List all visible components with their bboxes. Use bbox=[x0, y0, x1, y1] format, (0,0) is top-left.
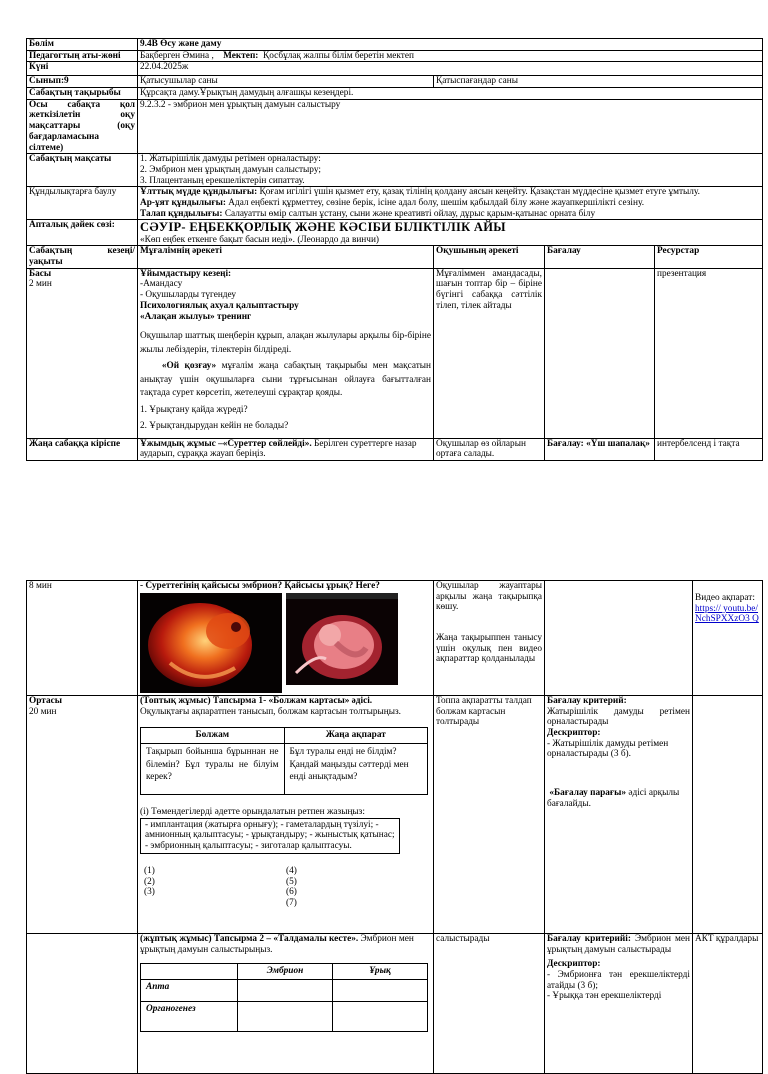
order-number: (7) bbox=[286, 897, 297, 908]
goal-item: 3. Плацентаның ерекшеліктерін сипаттау. bbox=[140, 175, 305, 186]
map-cell-prediction: Тақырып бойынша бұрыннан не білемін? Бұл туралы не білуім керек? bbox=[141, 744, 285, 795]
row-week: Апта bbox=[141, 980, 238, 1002]
middle-stage: Ортасы bbox=[29, 696, 62, 706]
task2-stage-cell bbox=[27, 934, 138, 1074]
row-newlesson bbox=[27, 438, 763, 460]
criteria-line bbox=[547, 696, 690, 707]
comparison-row bbox=[141, 980, 428, 1002]
task2-descriptor: - Ұрыққа тән ерекшеліктерді bbox=[547, 991, 662, 1002]
begin-stage-cell bbox=[27, 268, 138, 438]
map-col-new-info: Жаңа ақпарат bbox=[284, 728, 428, 744]
objectives-value: 9.2.3.2 - эмбрион мен ұрықтың дамуын салыстыру bbox=[138, 99, 763, 153]
task2-teacher-cell bbox=[138, 934, 434, 1074]
row-teacher bbox=[27, 50, 763, 62]
header-resources: Ресурстар bbox=[655, 246, 763, 268]
section-value: 9.4В Өсу және даму bbox=[138, 39, 763, 51]
newlesson-teacher-cell bbox=[138, 438, 434, 460]
task2-student: салыстырады bbox=[434, 934, 545, 1074]
task2-title: (жұптық жұмыс) Тапсырма 2 – «Талдамалы кесте». bbox=[140, 934, 359, 944]
oi-text: мұғалім жаңа сабақтың тақырыбы мен мақсатын анықтау үшін оқушыларға сыни тұрғысынан ойлауға бағытталған тақтада сурет көрсетіп, жетелеуші сұрақтар қояды. bbox=[140, 361, 432, 399]
value-name: Ұлттық мүдде құндылығы: bbox=[140, 187, 258, 198]
row-organogenesis: Органогенез bbox=[141, 1002, 238, 1032]
task2-descriptor-title: Дескриптор: bbox=[547, 959, 601, 970]
middle-time: 20 мин bbox=[29, 706, 57, 717]
task2-descriptor: - Эмбрионға тән ерекшеліктерді атайды (3 б); bbox=[547, 970, 690, 991]
question-item: 2. Ұрықтандырудан кейін не болады? bbox=[140, 421, 289, 432]
value-text: Қоғам игілігі үшін қызмет ету, қазақ тілінің қолдану аясын кеңейту. Қазақстан мүддесіне қызмет етуге ұмтылу. bbox=[257, 187, 700, 198]
lesson-plan-table-continued bbox=[26, 580, 763, 1074]
task2-criteria-title: Бағалау критерийі: bbox=[547, 934, 631, 944]
task2-criteria-text: Эмбрион мен ұрықтың дамуын салыстырады bbox=[547, 934, 690, 955]
criteria-title: Бағалау критерий: bbox=[547, 696, 627, 706]
cell bbox=[238, 1002, 333, 1032]
newlesson-stage: Жаңа сабаққа кіріспе bbox=[27, 438, 138, 460]
comparison-corner bbox=[141, 964, 238, 980]
descriptor-text: - Жатырішілік дамуды ретімен орналастырады (3 б). bbox=[547, 738, 669, 760]
value-item bbox=[140, 209, 760, 220]
task2-heading bbox=[140, 934, 431, 955]
order-text: - имплантация (жатырға орнығу); - гаметалардың түзілуі; - амнионның қалыптасуы; - ұрықтандыру; - жыныстық қатынас; - эмбрионның қалыптасуы; - зиготалар қалыптасуы. bbox=[145, 819, 395, 852]
task2-resource: АКТ құралдары bbox=[693, 934, 763, 1074]
goals-label: Сабақтың мақсаты bbox=[27, 154, 138, 187]
comparison-row bbox=[141, 1002, 428, 1032]
order-numbers-right bbox=[286, 866, 297, 909]
goal-item: 2. Эмбрион мен ұрықтың дамуын салыстыру; bbox=[140, 164, 321, 175]
row-begin bbox=[27, 268, 763, 438]
org-item: - Оқушыларды түгендеу bbox=[140, 290, 237, 301]
criteria-text: Жатырішілік дамуды ретімен орналастырады bbox=[547, 706, 690, 728]
begin-student-cell: Мұғаліммен амандасады, шағын топтар бір – біріне бүгінгі сабаққа сәттілік тілеп, тілек айтады bbox=[434, 268, 545, 438]
order-number: (6) bbox=[286, 887, 297, 898]
teacher-school-cell bbox=[138, 50, 763, 62]
row-topic bbox=[27, 88, 763, 100]
map-header-row bbox=[141, 728, 428, 744]
newlesson-resource: интербелсенд і тақта bbox=[655, 438, 763, 460]
assessment-sheet bbox=[547, 788, 690, 809]
school-name: Қосбұлақ жалпы білім беретін мектеп bbox=[263, 50, 414, 61]
school-label: Мектеп: bbox=[223, 50, 259, 61]
newlesson-work-text: Берілген суреттерге назар аударып, сұраққа жауап беріңіз. bbox=[140, 438, 417, 460]
value-item bbox=[140, 198, 760, 209]
video-link[interactable]: https:// youtu.be/ NchSPXXzO3 Q bbox=[695, 603, 759, 625]
question-item: 1. Ұрықтану қайда жүреді? bbox=[140, 404, 248, 415]
comparison-header-row bbox=[141, 964, 428, 980]
task2-assessment-cell bbox=[545, 934, 693, 1074]
continuation-question: - Суреттегінің қайсысы эмбрион? Қайсысы ұрық? Неге? bbox=[140, 581, 380, 591]
photos bbox=[140, 593, 431, 693]
order-number: (2) bbox=[144, 876, 155, 887]
col-fetus: Ұрық bbox=[333, 964, 428, 980]
embryo-photo bbox=[140, 593, 282, 693]
row-quote bbox=[27, 220, 763, 246]
task1-title: (Топтық жұмыс) Тапсырма 1- «Болжам картасы» әдісі. bbox=[140, 696, 373, 706]
value-text: Адал еңбекті құрметтеу, сөзіне берік, ісіне адал болу, шешім қабылдай білу және жауапкершілікті сезіну. bbox=[225, 197, 645, 208]
sheet-text: әдісі арқылы бағалайды. bbox=[547, 788, 680, 809]
header-teacher: Мұғалімнің әрекеті bbox=[138, 246, 434, 268]
row-goals bbox=[27, 154, 763, 187]
middle-student-cell: Топпа ақпаратты талдап болжам картасын толтырады bbox=[434, 696, 545, 934]
order-answer-lines bbox=[140, 866, 431, 909]
order-numbers-left bbox=[140, 866, 286, 909]
training-text: Оқушылар шаттық шеңберін құрып, алақан жылулары арқылы бір-біріне жылы лебіздерін, тілектерін білдіреді. bbox=[140, 331, 431, 355]
row-continuation bbox=[27, 581, 763, 696]
row-task2 bbox=[27, 934, 763, 1074]
cell bbox=[238, 980, 333, 1002]
comparison-table bbox=[140, 963, 428, 1032]
middle-resource-cell bbox=[693, 696, 763, 934]
order-box bbox=[140, 818, 400, 854]
descriptor-title: Дескриптор: bbox=[547, 728, 601, 739]
task2-criteria bbox=[547, 934, 690, 955]
middle-stage-cell bbox=[27, 696, 138, 934]
task1-text: Оқулықтағы ақпаратпен танысып, болжам картасын толтырыңыз. bbox=[140, 706, 402, 717]
col-embryo: Эмбрион bbox=[238, 964, 333, 980]
value-item bbox=[140, 187, 760, 198]
values-list bbox=[138, 187, 763, 220]
begin-stage: Басы bbox=[29, 268, 52, 279]
begin-time: 2 мин bbox=[29, 279, 52, 290]
value-name: Талап құндылығы: bbox=[140, 208, 223, 219]
begin-resource-cell: презентация bbox=[655, 268, 763, 438]
quote-title: СӘУІР- ЕҢБЕКҚОРЛЫҚ ЖӘНЕ КӘСІБИ БІЛІКТІЛІК АЙЫ bbox=[140, 220, 506, 235]
row-objectives bbox=[27, 99, 763, 153]
map-col-prediction: Болжам bbox=[141, 728, 285, 744]
page-1 bbox=[0, 0, 768, 520]
continuation-assessment-cell bbox=[545, 581, 693, 696]
header-stage: Сабақтың кезеңі/уақыты bbox=[27, 246, 138, 268]
begin-teacher-cell bbox=[138, 268, 434, 438]
quote-cell bbox=[138, 220, 763, 246]
row-section bbox=[27, 39, 763, 51]
cell bbox=[333, 980, 428, 1002]
training-title: «Алақан жылуы» тренинг bbox=[140, 311, 252, 322]
page-2 bbox=[0, 520, 768, 1024]
newlesson-student: Оқушылар өз ойларын ортаға салады. bbox=[434, 438, 545, 460]
teacher-label: Педагогтың аты-жөні bbox=[27, 50, 138, 62]
map-cell-new-info: Бұл туралы енді не білдім? Қандай маңызды сәттерді мен енді анықтадым? bbox=[284, 744, 428, 795]
continuation-student-cell bbox=[434, 581, 545, 696]
date-value: 22.04.2025ж bbox=[138, 62, 763, 76]
header-assessment: Бағалау bbox=[545, 246, 655, 268]
middle-teacher-cell bbox=[138, 696, 434, 934]
present-label: Қатысушылар саны bbox=[138, 76, 434, 88]
cell bbox=[333, 1002, 428, 1032]
org-title: Ұйымдастыру кезеңі: bbox=[140, 268, 232, 279]
absent-label: Қатыспағандар саны bbox=[434, 76, 763, 88]
continuation-resource-cell bbox=[693, 581, 763, 696]
sheet-title: «Бағалау парағы» bbox=[549, 788, 627, 799]
order-number: (4) bbox=[286, 865, 297, 876]
goals-list bbox=[138, 154, 763, 187]
row-date bbox=[27, 62, 763, 76]
video-label: Видео ақпарат: bbox=[695, 593, 755, 603]
class-label: Сынып:9 bbox=[27, 76, 138, 88]
row-values bbox=[27, 187, 763, 220]
newlesson-assessment: Бағалау: «Үш шапалақ» bbox=[545, 438, 655, 460]
newlesson-work-title: Ұжымдық жұмыс –«Суреттер сөйлейді». bbox=[140, 438, 312, 449]
oi-title: «Ой қозғау» bbox=[161, 361, 217, 372]
begin-assessment-cell bbox=[545, 268, 655, 438]
date-label: Күні bbox=[27, 62, 138, 76]
task2-text: Эмбрион мен ұрықтың дамуын салыстырыңыз. bbox=[140, 934, 414, 955]
org-item: -Амандасу bbox=[140, 279, 183, 290]
quote-text: «Көп еңбек еткенге бақыт басын иеді». (Леонардо да винчи) bbox=[140, 234, 380, 245]
oi-paragraph bbox=[140, 360, 431, 400]
prediction-map-table bbox=[140, 727, 428, 795]
map-body-row bbox=[141, 744, 428, 795]
continuation-student-2: Жаңа тақырыппен танысу үшін оқулық пен видео ақпараттар қолданылады bbox=[436, 633, 542, 665]
middle-assessment-cell bbox=[545, 696, 693, 934]
order-number: (5) bbox=[286, 876, 297, 887]
goal-item: 1. Жатырішілік дамуды ретімен орналастыру: bbox=[140, 154, 321, 165]
order-number: (3) bbox=[144, 887, 155, 898]
row-class bbox=[27, 76, 763, 88]
header-student: Оқушының әрекеті bbox=[434, 246, 545, 268]
values-label: Құндылықтарға баулу bbox=[27, 187, 138, 220]
objectives-label: Осы сабақта қол жеткізілетін оқу мақсаттары (оқу бағдарламасына сілтеме) bbox=[27, 99, 138, 153]
section-label: Бөлім bbox=[27, 39, 138, 51]
psych-title: Психологиялық ахуал қалыптастыру bbox=[140, 300, 299, 311]
teacher-name: Бақберген Әмина , bbox=[140, 50, 214, 61]
value-text: Салауатты өмір салтын ұстану, сыни және креативті ойлау, дұрыс қарым-қатынас орната білу bbox=[222, 208, 596, 219]
lesson-plan-table bbox=[26, 38, 763, 461]
value-name: Ар-ұят құндылығы: bbox=[140, 197, 226, 208]
topic-label: Сабақтың тақырыбы bbox=[27, 88, 138, 100]
order-number: (1) bbox=[144, 865, 155, 876]
row-headers bbox=[27, 246, 763, 268]
fetus-photo bbox=[286, 593, 398, 685]
quote-label: Апталық дәйек сөзі: bbox=[27, 220, 138, 246]
continuation-student-1: Оқушылар жауаптары арқылы жаңа тақырыпқа көшу. bbox=[436, 581, 542, 613]
order-title: (і) Төмендегілерді әдетте орындалатын ретпен жазыңыз: bbox=[140, 807, 365, 818]
continuation-teacher-cell bbox=[138, 581, 434, 696]
row-middle bbox=[27, 696, 763, 934]
continuation-time: 8 мин bbox=[27, 581, 138, 696]
topic-value: Құрсақта даму.Ұрықтың дамудың алғашқы кезеңдері. bbox=[138, 88, 763, 100]
